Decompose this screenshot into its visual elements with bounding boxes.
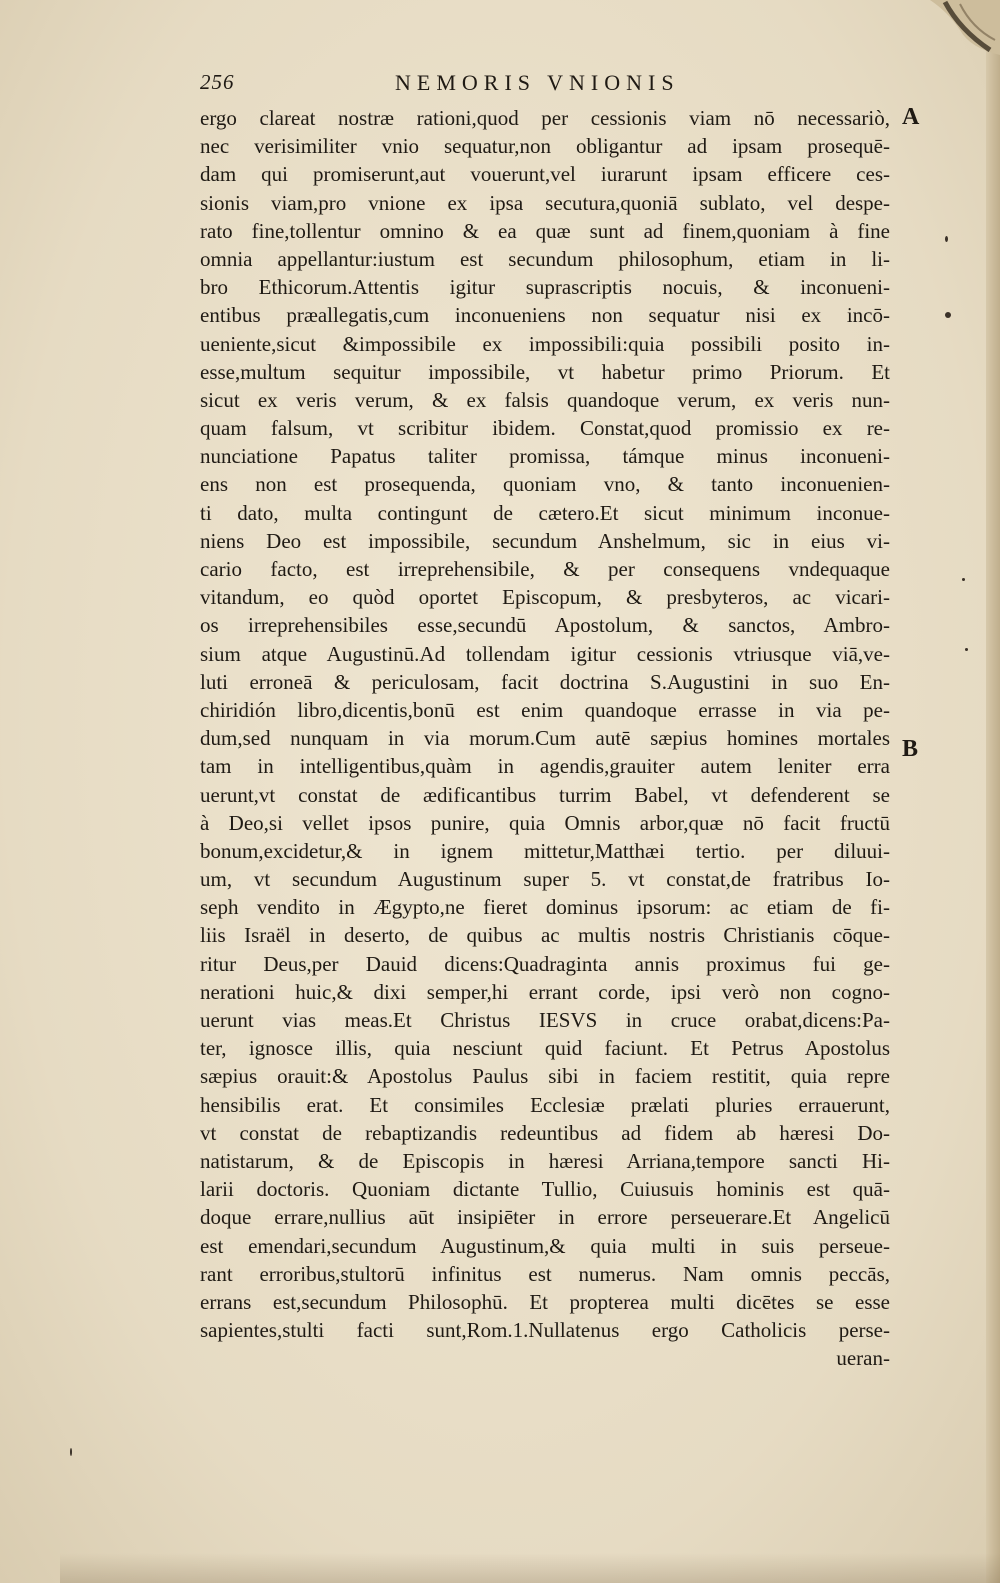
text-line: entibus præallegatis,cum inconueniens non sequatur nisi ex incō- <box>200 303 890 328</box>
running-head: NEMORIS VNIONIS <box>395 70 680 95</box>
text-line: ti dato, multa contingunt de cætero.Et sicut minimum inconue- <box>200 500 890 525</box>
text-line: larii doctoris. Quoniam dictante Tullio, Cuiusuis hominis est quā- <box>200 1177 890 1202</box>
text-line: um, vt secundum Augustinum super 5. vt constat,de fratribus Io- <box>200 867 890 892</box>
text-line: sæpius orauit:& Apostolus Paulus sibi in faciem restitit, quia repre <box>200 1064 890 1089</box>
text-line: hensibilis erat. Et consimiles Ecclesiæ prælati pluries errauerunt, <box>200 1092 890 1117</box>
ink-speck <box>962 578 965 581</box>
text-line: luti erroneā & periculosam, facit doctrina S.Augustini in suo En- <box>200 669 890 694</box>
text-line: bonum,excidetur,& in ignem mittetur,Matthæi tertio. per diluui- <box>200 838 890 863</box>
catchword: ueran- <box>836 1346 890 1371</box>
text-line: ueniente,sicut &impossibile ex impossibili:quia possibili posito in- <box>200 331 890 356</box>
text-line: nunciatione Papatus taliter promissa, támque minus inconueni- <box>200 444 890 469</box>
text-line: esse,multum sequitur impossibile, vt habetur primo Priorum. Et <box>200 359 890 384</box>
text-line: omnia appellantur:iustum est secundum philosophum, etiam in li- <box>200 246 890 271</box>
text-line: nec verisimiliter vnio sequatur,non obligantur ad ipsam prosequē- <box>200 134 890 159</box>
text-line: bro Ethicorum.Attentis igitur suprascriptis nocuis, & inconueni- <box>200 275 890 300</box>
text-line: uerunt vias meas.Et Christus IESVS in cruce orabat,dicens:Pa- <box>200 1008 890 1032</box>
text-line: ritur Deus,per Dauid dicens:Quadraginta annis proximus fui ge- <box>200 951 890 976</box>
text-line: uerunt,vt constat de ædificantibus turrim Babel, vt defenderent se <box>200 782 890 807</box>
page-bottom-shadow <box>60 1553 1000 1583</box>
folded-corner-icon <box>890 0 1000 70</box>
text-line: à Deo,si vellet ipsos punire, quia Omnis arbor,quæ nō facit fructū <box>200 810 890 835</box>
page-edge-shadow <box>986 0 1000 1583</box>
text-line: nerationi huic,& dixi semper,hi errant corde, ipsi verò non cogno- <box>200 979 890 1004</box>
text-line: ergo clareat nostræ rationi,quod per cessionis viam nō necessariò, <box>200 106 890 130</box>
text-line: os irreprehensibiles esse,secundū Apostolum, & sanctos, Ambro- <box>200 613 890 638</box>
margin-letter-b: B <box>902 736 919 762</box>
text-line: sium atque Augustinū.Ad tollendam igitur cessionis vtriusque viā,ve- <box>200 641 890 666</box>
body-text <box>200 104 890 1372</box>
text-line: tam in intelligentibus,quàm in agendis,grauiter autem leniter erra <box>200 754 890 779</box>
text-line: ens non est prosequenda, quoniam vno, & tanto inconuenien- <box>200 472 890 497</box>
text-line: sapientes,stulti facti sunt,Rom.1.Nullatenus ergo Catholicis perse- <box>200 1318 890 1343</box>
page-number: 256 <box>200 70 235 94</box>
text-line: est emendari,secundum Augustinum,& quia multi in suis perseue- <box>200 1233 890 1258</box>
text-line: niens Deo est impossibile, secundum Anshelmum, sic in eius vi- <box>200 528 890 553</box>
text-line: cario facto, est irreprehensibile, & per consequens vndequaque <box>200 557 890 581</box>
text-line: vitandum, eo quòd oportet Episcopum, & presbyteros, ac vicari- <box>200 585 890 610</box>
ink-speck <box>965 648 968 651</box>
text-line: ter, ignosce illis, quia nesciunt quid faciunt. Et Petrus Apostolus <box>200 1036 890 1061</box>
text-line: chiridión libro,dicentis,bonū est enim quandoque errasse in via pe- <box>200 697 890 722</box>
text-line: vt constat de rebaptizandis redeuntibus ad fidem ab hæresi Do- <box>200 1120 890 1145</box>
ink-speck <box>945 312 951 318</box>
ink-speck <box>70 1448 72 1456</box>
text-line: dum,sed nunquam in via morum.Cum autē sæpius homines mortales <box>200 726 890 751</box>
text-line: liis Israël in deserto, de quibus ac multis nostris Christianis cōque- <box>200 923 890 948</box>
page-header <box>200 70 890 100</box>
text-line: sionis viam,pro vnione ex ipsa secutura,quoniā sublato, vel despe- <box>200 190 890 215</box>
text-line: quam falsum, vt scribitur ibidem. Constat,quod promissio ex re- <box>200 416 890 441</box>
margin-letter-a: A <box>902 104 920 130</box>
text-line: seph vendito in Ægypto,ne fieret dominus ipsorum: ac etiam de fi- <box>200 895 890 920</box>
text-line: errans est,secundum Philosophū. Et propterea multi dicētes se esse <box>200 1289 890 1314</box>
text-line: dam qui promiserunt,aut vouerunt,vel iurarunt ipsam efficere ces- <box>200 162 890 187</box>
text-line: rant erroribus,stultorū infinitus est numerus. Nam omnis peccās, <box>200 1261 890 1286</box>
text-line: sicut ex veris verum, & ex falsis quandoque verum, ex veris nun- <box>200 387 890 412</box>
text-line: doque errare,nullius aūt insipiēter in errore perseuerare.Et Angelicū <box>200 1205 890 1230</box>
text-line: rato fine,tollentur omnino & ea quæ sunt ad finem,quoniam à fine <box>200 218 890 243</box>
ink-speck <box>945 236 948 242</box>
text-line: natistarum, & de Episcopis in hæresi Arriana,tempore sancti Hi- <box>200 1148 890 1173</box>
